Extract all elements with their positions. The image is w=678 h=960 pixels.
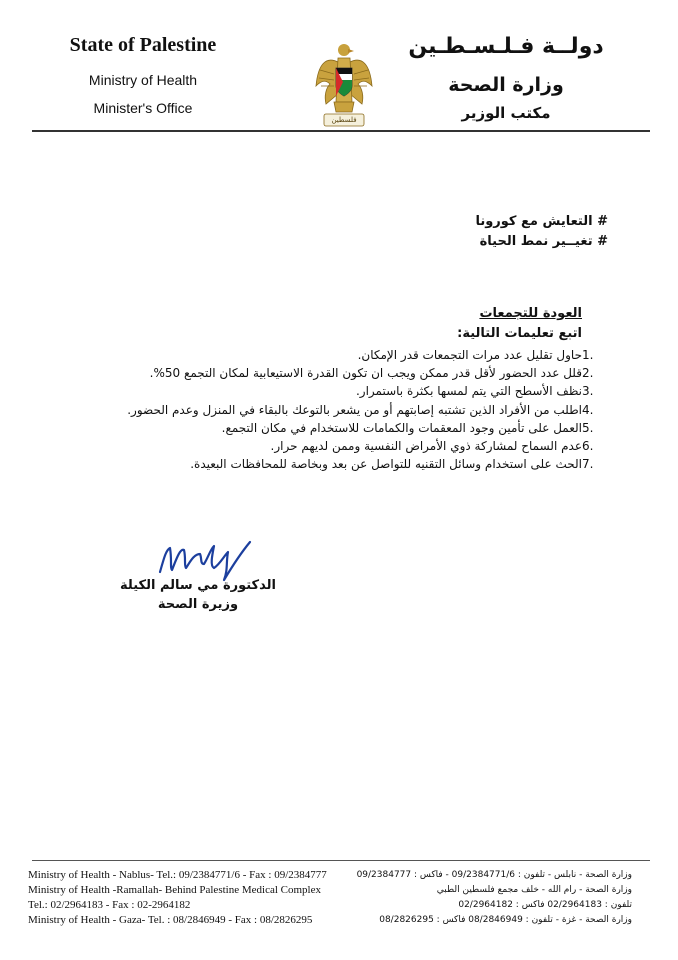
emblem-banner-text: فلسطين <box>331 116 357 124</box>
list-item-text: العمل على تأمين وجود المعقمات والكمامات للاستخدام في مكان التجمع. <box>221 420 582 435</box>
list-item <box>108 437 608 455</box>
footer-ar-nablus: وزارة الصحة - نابلس - تلفون : 09/2384771/6 - فاكس : 09/2384777 <box>356 870 632 880</box>
signatory-title: وزيرة الصحة <box>157 597 239 612</box>
list-item-number: 5. <box>582 420 594 435</box>
list-item <box>108 419 608 437</box>
section-title: العودة للتجمعات <box>479 306 582 321</box>
palestine-eagle-emblem-icon <box>312 40 376 132</box>
list-item <box>108 401 608 419</box>
footer-en-ramallah-tel: Tel.: 02/2964183 - Fax : 02-2964182 <box>28 899 191 911</box>
hashtag-lifestyle: # تغيــير نمط الحياة <box>479 234 608 249</box>
list-item <box>108 382 608 400</box>
list-item-number: 6. <box>582 439 594 454</box>
header-ar-ministry: وزارة الصحة <box>448 74 564 96</box>
hashtag-coexist: # التعايش مع كورونا <box>475 214 608 229</box>
list-item-number: 3. <box>582 384 594 399</box>
list-item-text: عدم السماح لمشاركة ذوي الأمراض النفسية وممن لديهم حرار. <box>270 439 582 454</box>
list-item-text: حاول تقليل عدد مرات التجمعات قدر الإمكان. <box>357 348 582 362</box>
footer-en-nablus: Ministry of Health - Nablus- Tel.: 09/2384771/6 - Fax : 09/2384777 <box>28 869 327 881</box>
hashtags <box>475 212 608 252</box>
footer-ar-gaza: وزارة الصحة - غزة - تلفون : 08/2846949 فاكس : 08/2826295 <box>379 915 632 925</box>
footer-en-gaza: Ministry of Health - Gaza- Tel. : 08/2846949 - Fax : 08/2826295 <box>28 914 313 926</box>
header-divider <box>32 130 650 132</box>
instructions-list <box>108 346 608 473</box>
footer-ar-ramallah: وزارة الصحة - رام الله - خلف مجمع فلسطين الطبي <box>436 885 632 895</box>
header-en-office: Minister's Office <box>93 100 193 116</box>
footer-divider <box>32 860 650 861</box>
list-item <box>108 455 608 473</box>
list-item-number: 1. <box>582 348 594 362</box>
footer-en-ramallah: Ministry of Health -Ramallah- Behind Palestine Medical Complex <box>28 884 321 896</box>
header-en-ministry: Ministry of Health <box>88 72 198 88</box>
list-item-number: 2. <box>582 366 594 381</box>
list-item-text: قلل عدد الحضور لأقل قدر ممكن ويجب ان تكون القدرة الاستيعابية لمكان التجمع 50%. <box>149 366 582 381</box>
signatory-name: الدكتورة مي سالم الكيلة <box>120 578 276 593</box>
list-item <box>108 346 608 364</box>
header-en-title: State of Palestine <box>69 34 217 56</box>
footer-ar-ramallah-tel: تلفون : 02/2964183 فاكس : 02/2964182 <box>458 900 632 910</box>
list-item-text: اطلب من الأفراد الذين تشتبه إصابتهم أو من يشعر بالتوعك بالبقاء في المنزل وعدم الحضور. <box>127 402 582 417</box>
list-item <box>108 364 608 382</box>
list-item-text: نظف الأسطح التي يتم لمسها بكثرة باستمرار. <box>355 384 582 399</box>
instructions-intro: اتبع تعليمات التالية: <box>457 326 582 341</box>
list-item-number: 7. <box>582 457 594 472</box>
list-item-number: 4. <box>582 402 594 417</box>
header-ar-office: مكتب الوزير <box>461 104 551 122</box>
header-ar-title: دولــة فـلـسـطـين <box>408 34 604 59</box>
list-item-text: الحث على استخدام وسائل التقنيه للتواصل عن بعد وبخاصة للمحافظات البعيدة. <box>190 457 582 472</box>
